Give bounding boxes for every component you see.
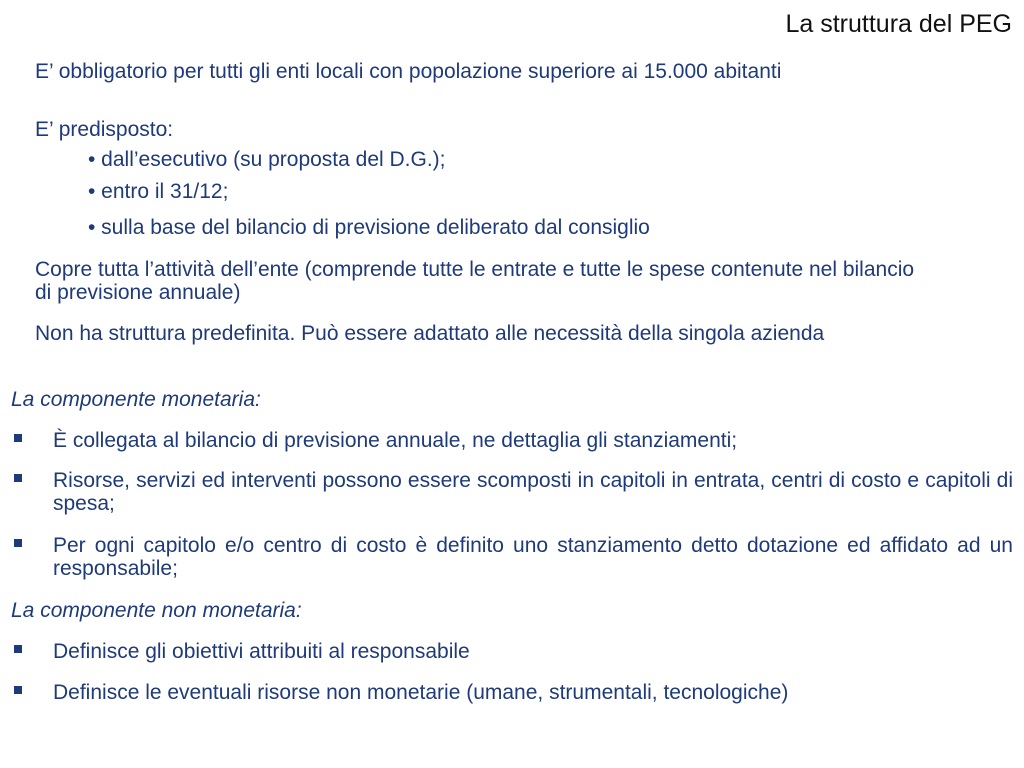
list-item	[11, 681, 1013, 704]
paragraph-copre: Copre tutta l’attività dell’ente (comprende tutte le entrate e tutte le spese contenute nel bilancio di previsione annuale)	[35, 258, 915, 304]
list-item	[11, 534, 1013, 580]
square-bullet-icon	[14, 434, 22, 442]
heading-componente-non-monetaria: La componente non monetaria:	[11, 599, 302, 622]
paragraph-obbligatorio: E’ obbligatorio per tutti gli enti locali con popolazione superiore ai 15.000 abitanti	[35, 60, 782, 83]
sub-item-entro: • entro il 31/12;	[88, 180, 229, 203]
paragraph-predisposto: E’ predisposto:	[35, 118, 174, 141]
paragraph-struttura: Non ha struttura predefinita. Può essere adattato alle necessità della singola azienda	[35, 322, 825, 345]
list-item	[11, 429, 1013, 452]
slide-title: La struttura del PEG	[785, 10, 1012, 38]
list-item-text: Per ogni capitolo e/o centro di costo è definito uno stanziamento detto dotazione ed affidato ad un responsabile;	[53, 534, 1013, 580]
list-item-text: Definisce le eventuali risorse non monetarie (umane, strumentali, tecnologiche)	[53, 681, 789, 704]
square-bullet-icon	[14, 686, 22, 694]
list-item	[11, 469, 1013, 515]
list-item-text: È collegata al bilancio di previsione annuale, ne dettaglia gli stanziamenti;	[53, 429, 738, 452]
heading-componente-monetaria: La componente monetaria:	[11, 388, 261, 411]
list-item-text: Risorse, servizi ed interventi possono essere scomposti in capitoli in entrata, centri di costo e capitoli di spesa;	[53, 469, 1013, 515]
sub-item-bilancio: • sulla base del bilancio di previsione deliberato dal consiglio	[88, 216, 650, 239]
square-bullet-icon	[14, 539, 22, 547]
list-item	[11, 640, 1013, 663]
square-bullet-icon	[14, 474, 22, 482]
sub-item-esecutivo: • dall’esecutivo (su proposta del D.G.);	[88, 148, 446, 171]
list-item-text: Definisce gli obiettivi attribuiti al responsabile	[53, 640, 470, 663]
square-bullet-icon	[14, 645, 22, 653]
